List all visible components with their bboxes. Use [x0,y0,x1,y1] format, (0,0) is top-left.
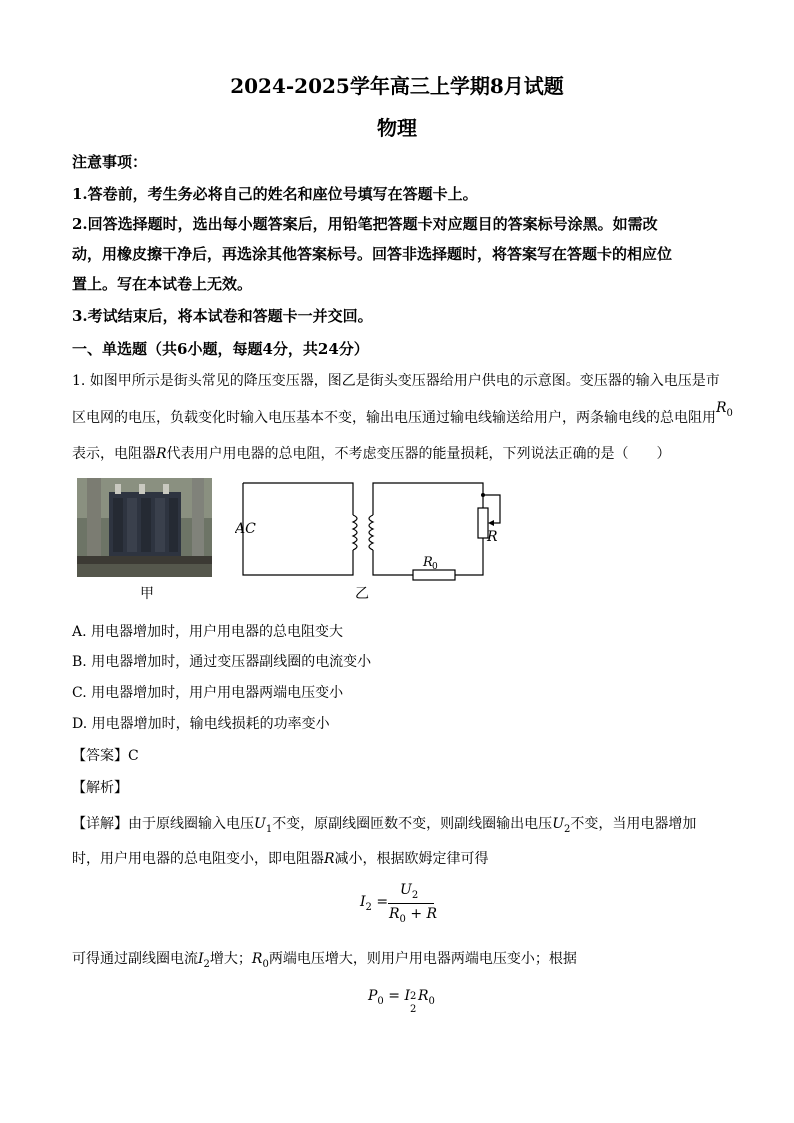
eq1-lhs-subscript: 2 [365,901,372,913]
detail-line-3-c: 两端电压增大，则用户用电器两端电压变小；根据 [268,951,577,967]
eq1-numerator [400,882,418,901]
u2-symbol: U [552,816,564,832]
detail-line-3-b: 增大； [209,951,252,967]
eq2-r-subscript: 0 [428,995,435,1007]
equation-power: $P_0 = I$ 2 2 $R_0$ [368,988,435,1015]
r0-subscript: 0 [726,407,733,419]
option-b: B. 用电器增加时，通过变压器副线圈的电流变小 [72,654,372,670]
r-symbol: R [156,446,167,462]
secondary-coil [369,515,373,550]
notes-item-2-line2: 动，用橡皮擦干净后，再选涂其他答案标号。回答非选择题时，将答案写在答题卡的相应位 [72,245,673,263]
exam-title: 2024-2025学年高三上学期8月试题 [230,74,564,98]
equation-ohm [360,882,440,926]
primary-top-wire [243,483,353,515]
secondary-top-wire [373,483,483,515]
question-line-3 [72,443,671,463]
slider-arrow [488,520,494,526]
eq1-denominator [389,906,437,925]
detail-line-3 [72,948,577,970]
circuit-diagram [235,475,505,585]
eq1-num-symbol: U [400,882,412,898]
answer-value: C [128,748,139,764]
u2-subscript: 2 [564,823,571,835]
subject-title: 物理 [377,116,417,140]
eq1-lhs-symbol: I [360,894,366,910]
r0-label: R [423,555,433,570]
line3-i-subscript: 2 [203,958,210,970]
detail-text-c: 不变，当用电器增加 [570,816,697,832]
detail-text-a: 由于原线圈输入电压 [128,816,254,832]
question-line-1: 1. 如图甲所示是街头常见的降压变压器，图乙是街头变压器给用户供电的示意图。变压器的输入电压是市 [72,373,720,389]
notes-item-2-line1: 2.回答选择题时，选出每小题答案后，用铅笔把答题卡对应题目的答案标号涂黑。如需改 [72,215,658,233]
option-c: C. 用电器增加时，用户用电器两端电压变小 [72,685,344,701]
eq1-den-subscript: 0 [399,913,406,925]
u1-subscript: 1 [265,823,273,835]
notes-item-3: 3.考试结束后，将本试卷和答题卡一并交回。 [72,307,373,325]
option-d: D. 用电器增加时，输电线损耗的功率变小 [72,716,330,732]
r0-symbol: R [716,400,727,416]
eq2-i-subscript: 2 [409,1004,417,1015]
r0-label-subscript: 0 [432,562,438,572]
eq2-lhs-symbol: P [368,988,378,1004]
section-heading: 一、单选题（共6小题，每题4分，共24分） [72,340,369,358]
question-line-2-text: 区电网的电压，负载变化时输入电压基本不变，输出电压通过输电线输送给用户，两条输电线的总电阻用 [72,410,716,426]
eq1-den-r: R [389,906,400,922]
eq2-r-symbol: R [417,988,429,1004]
detail-r-symbol: R [324,851,335,867]
u1-symbol: U [254,816,266,832]
eq2-lhs-subscript: 0 [377,995,384,1007]
detail-line-2-b: 减小，根据欧姆定律可得 [334,851,489,867]
detail-line-1 [72,813,696,835]
detail-line-3-a: 可得通过副线圈电流 [72,951,198,967]
eq1-fraction-bar [388,903,434,904]
secondary-right-wire [455,538,483,575]
figure-caption-yi: 乙 [355,586,369,602]
notes-item-1: 1.答卷前，考生务必将自己的姓名和座位号填写在答题卡上。 [72,185,478,203]
rheostat-label: R [487,529,498,545]
notes-item-2-line3: 置上。写在本试卷上无效。 [72,275,253,293]
line3-r-subscript: 0 [262,958,269,970]
line3-i-symbol: I [198,951,204,967]
eq1-den-rest: + R [405,906,438,922]
eq1-lhs: $I_2$ = [360,894,389,913]
primary-coil [353,515,357,550]
detail-label: 【详解】 [72,816,128,832]
figure-caption-jia: 甲 [140,586,154,602]
secondary-bottom-wire [373,550,413,575]
eq1-num-subscript: 2 [411,889,419,901]
line3-r-symbol: R [251,951,263,967]
option-a: A. 用电器增加时，用户用电器的总电阻变大 [72,624,344,640]
eq2-i-symbol: I [404,988,410,1004]
detail-line-2 [72,848,489,868]
ac-label: AC [235,521,256,537]
detail-line-2-a: 时，用户用电器的总电阻变小，即电阻器 [72,851,324,867]
detail-text-b: 不变，原副线圈匝数不变，则副线圈输出电压 [272,816,553,832]
eq2-i-superscript: 2 [409,991,417,1002]
question-line-3-b: 代表用户用电器的总电阻，不考虑变压器的能量损耗，下列说法正确的是（ ） [166,446,671,462]
analysis-label: 【解析】 [72,780,128,796]
junction-dot [481,493,485,497]
answer-label: 【答案】 [72,748,128,764]
transformer-photo-art [77,478,212,577]
transformer-photo [77,478,212,577]
question-line-3-a: 表示，电阻器 [72,446,156,462]
question-line-2 [72,400,733,429]
notes-heading: 注意事项： [72,153,148,171]
primary-bottom-wire [243,483,353,575]
answer-line [72,745,139,765]
rheostat-slider-wire [483,495,500,523]
